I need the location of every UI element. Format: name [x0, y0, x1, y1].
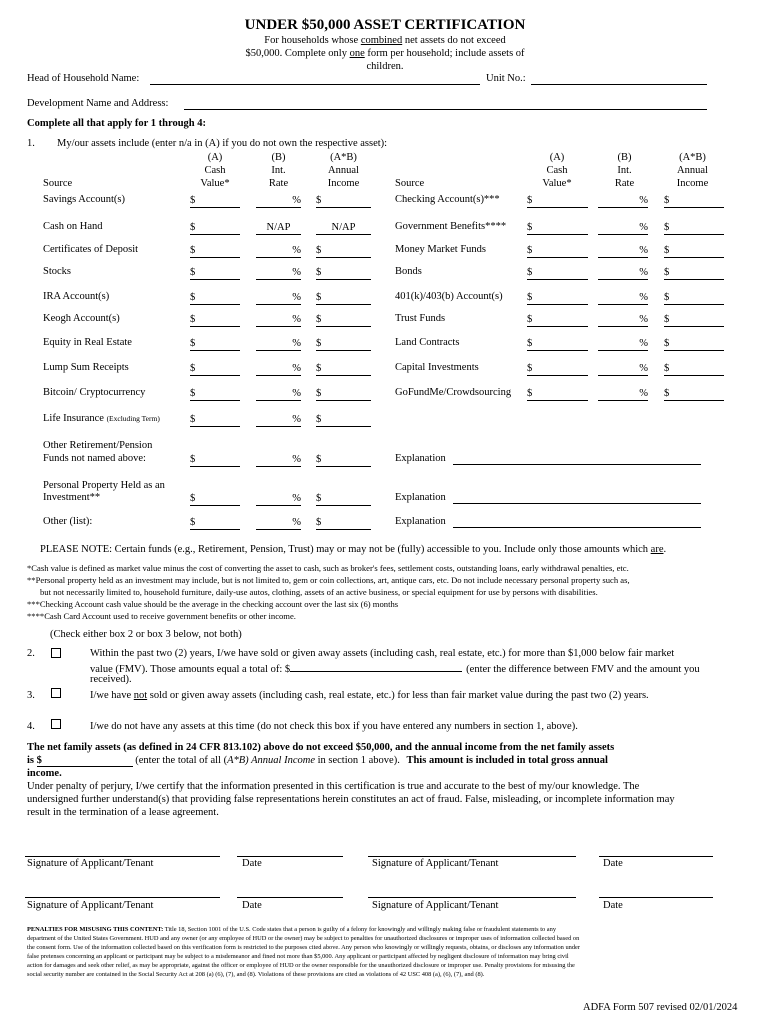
signature-label-4: Signature of Applicant/Tenant [372, 900, 499, 911]
left-row-1-income-field[interactable]: N/AP [316, 221, 371, 235]
subtitle-line3: children. [366, 61, 404, 72]
signature-line-1[interactable] [25, 856, 220, 857]
penalties-line4: false pretenses concerning an applicant or participant may be subject to a misdemeanor and fined not more than $5,000. Any applicant or participant affected by negligent disclosure of information may bring civil [27, 953, 569, 960]
left-row-7-rate-field[interactable]: % [256, 362, 301, 376]
life-insurance-label [43, 413, 160, 424]
left-row-3-income-field[interactable]: $ [316, 266, 371, 280]
section3-not: not [133, 690, 148, 701]
please-note-end: . [663, 544, 667, 555]
subtitle-pre: For households whose [264, 35, 361, 46]
right-row-4-cash-field[interactable]: $ [527, 291, 588, 305]
col-ab-l1: (A*B) [330, 152, 357, 163]
right-col-b-header [602, 151, 647, 190]
net-assets-dollar: $ [36, 755, 42, 766]
left-row-4-income-field[interactable]: $ [316, 291, 371, 305]
r-col-b-l3: Rate [614, 178, 635, 189]
personal-property-income-field[interactable]: $ [316, 492, 371, 506]
explanation-field-1[interactable] [453, 464, 701, 465]
right-row-4-income-field[interactable]: $ [664, 291, 724, 305]
life-insurance-text: Life Insurance [43, 413, 104, 424]
perjury-line2: undersigned further understand(s) that providing false representations herein constitutes an act of fraud. False, misleading, or incomplete information may [27, 794, 675, 805]
section4-checkbox[interactable] [51, 719, 61, 729]
date-line-2[interactable] [599, 856, 713, 857]
net-assets-mid-pre: (enter the total of all ( [135, 755, 228, 766]
personal-property-rate-field[interactable]: % [256, 492, 301, 506]
section2-line2 [90, 661, 700, 675]
right-row-2-cash-field[interactable]: $ [527, 244, 588, 258]
other-list-rate-field[interactable]: % [256, 516, 301, 530]
r-col-a-l1: (A) [549, 152, 565, 163]
left-row-label-8: Bitcoin/ Cryptocurrency [43, 387, 146, 398]
left-row-0-rate-field[interactable]: % [256, 194, 301, 208]
unit-no-label: Unit No.: [486, 73, 526, 84]
left-row-label-2: Certificates of Deposit [43, 244, 139, 255]
r-col-ab-l2: Annual [677, 165, 708, 176]
left-row-0-income-field[interactable]: $ [316, 194, 371, 208]
subtitle-line2-pre: $50,000. Complete only [245, 48, 350, 59]
right-row-0-rate-field[interactable]: % [598, 194, 648, 208]
section3-text [90, 690, 649, 701]
right-row-label-4: 401(k)/403(b) Account(s) [395, 291, 503, 302]
explanation-field-2[interactable] [453, 503, 701, 504]
right-row-5-rate-field[interactable]: % [598, 313, 648, 327]
net-assets-is: is [27, 755, 35, 766]
right-row-6-cash-field[interactable]: $ [527, 337, 588, 351]
right-row-2-income-field[interactable]: $ [664, 244, 724, 258]
right-row-3-rate-field[interactable]: % [598, 266, 648, 280]
right-row-4-rate-field[interactable]: % [598, 291, 648, 305]
penalties-text-0: Title 18, Section 1001 of the U.S. Code states that a person is guilty of a felony for knowingly and willingly making false or fraudulent statements to any [163, 926, 557, 933]
subtitle-combined: combined [360, 35, 403, 46]
net-assets-mid-italic: A*B) Annual Income [227, 755, 315, 766]
left-row-6-cash-field[interactable]: $ [190, 337, 240, 351]
left-row-1-rate-field[interactable]: N/AP [256, 221, 301, 235]
left-row-label-7: Lump Sum Receipts [43, 362, 129, 373]
signature-line-4[interactable] [368, 897, 576, 898]
left-row-4-cash-field[interactable]: $ [190, 291, 240, 305]
col-a-l1: (A) [207, 152, 223, 163]
footnote-2: **Personal property held as an investment may include, but is not limited to, gem or coin collections, art, antique cars, etc. Do not include necessary personal property such as, [27, 575, 630, 585]
right-row-label-1: Government Benefits**** [395, 221, 507, 232]
subtitle-one: one [349, 48, 365, 59]
left-row-3-rate-field[interactable]: % [256, 266, 301, 280]
left-row-7-income-field[interactable]: $ [316, 362, 371, 376]
development-label: Development Name and Address: [27, 98, 169, 109]
left-row-label-6: Equity in Real Estate [43, 337, 132, 348]
penalties-line5: action for damages and seek other relief, as may be appropriate, against the officer or employee of HUD or the owner responsible for the unauthorized disclosure or improper use. Penalty provisions for misusing the [27, 962, 575, 969]
signature-label-2: Signature of Applicant/Tenant [372, 858, 499, 869]
r-col-b-l2: Int. [617, 165, 632, 176]
signature-line-2[interactable] [368, 856, 576, 857]
explanation-field-3[interactable] [453, 527, 701, 528]
col-ab-l3: Income [327, 178, 360, 189]
left-row-3-cash-field[interactable]: $ [190, 266, 240, 280]
right-col-ab-header [665, 151, 720, 190]
other-list-label: Other (list): [43, 516, 93, 527]
right-row-8-cash-field[interactable]: $ [527, 387, 588, 401]
net-assets-amount-field[interactable] [37, 755, 133, 767]
section1-text: My/our assets include (enter n/a in (A) if you do not own the respective asset): [57, 138, 388, 149]
left-row-2-cash-field[interactable]: $ [190, 244, 240, 258]
col-a-l2: Cash [204, 165, 226, 176]
section2-checkbox[interactable] [51, 648, 61, 658]
left-source-label: Source [43, 178, 73, 189]
section3-checkbox[interactable] [51, 688, 61, 698]
page-title: UNDER $50,000 ASSET CERTIFICATION [244, 17, 526, 33]
right-row-label-6: Land Contracts [395, 337, 460, 348]
left-row-label-0: Savings Account(s) [43, 194, 125, 205]
left-row-6-income-field[interactable]: $ [316, 337, 371, 351]
left-row-8-rate-field[interactable]: % [256, 387, 301, 401]
footnote-3: ***Checking Account cash value should be the average in the checking account over the last six (6) months [27, 599, 399, 609]
section2-line3: received). [90, 674, 132, 685]
date-line-1[interactable] [237, 856, 343, 857]
right-row-label-8: GoFundMe/Crowdsourcing [395, 387, 512, 398]
section2-amount-field[interactable] [290, 661, 462, 672]
section2-line2-post: (enter the difference between FMV and the amount you [466, 664, 700, 675]
left-row-5-income-field[interactable]: $ [316, 313, 371, 327]
form-footer: ADFA Form 507 revised 02/01/2024 [583, 1002, 738, 1013]
net-assets-line1: The net family assets (as defined in 24 CFR 813.102) above do not exceed $50,000, and the annual income from the net family assets [27, 742, 615, 753]
other-retirement-label-1: Other Retirement/Pension [43, 440, 153, 451]
left-row-5-rate-field[interactable]: % [256, 313, 301, 327]
right-row-label-2: Money Market Funds [395, 244, 486, 255]
penalties-line3: the consent form. Use of the information collected based on this verification form is restricted to the purposes cited above. Any person who knowingly or willingly requests, obtains, or discloses any information under [27, 944, 581, 951]
section4-number: 4. [27, 721, 35, 732]
left-row-0-cash-field[interactable]: $ [190, 194, 240, 208]
signature-label-1: Signature of Applicant/Tenant [27, 858, 154, 869]
other-retirement-cash-field[interactable]: $ [190, 453, 240, 467]
personal-property-label-2: Investment** [43, 492, 101, 503]
left-row-label-4: IRA Account(s) [43, 291, 110, 302]
right-row-7-rate-field[interactable]: % [598, 362, 648, 376]
instructions: Complete all that apply for 1 through 4: [27, 118, 206, 129]
left-row-4-rate-field[interactable]: % [256, 291, 301, 305]
date-label-2: Date [603, 858, 623, 869]
right-row-0-cash-field[interactable]: $ [527, 194, 588, 208]
life-insurance-note: (Excluding Term) [106, 414, 160, 423]
other-retirement-label-2: Funds not named above: [43, 453, 146, 464]
footnote-4: ****Cash Card Account used to receive government benefits or other income. [27, 611, 296, 621]
r-col-ab-l3: Income [676, 178, 709, 189]
penalties-label: PENALTIES FOR MISUSING THIS CONTENT: [27, 926, 164, 933]
footnote-1: *Cash value is defined as market value minus the cost of converting the asset to cash, such as broker's fees, settlement costs, outstanding loans, early withdrawal penalties, etc. [27, 563, 629, 573]
date-label-1: Date [242, 858, 262, 869]
left-row-label-3: Stocks [43, 266, 72, 277]
right-row-7-income-field[interactable]: $ [664, 362, 724, 376]
development-field[interactable] [184, 109, 707, 110]
penalties-line1 [27, 926, 556, 933]
please-note-text: PLEASE NOTE: Certain funds (e.g., Retirement, Pension, Trust) may or may not be (fully) accessible to you. Include only those amounts which [40, 544, 651, 555]
left-col-b-header [256, 151, 301, 190]
right-row-5-income-field[interactable]: $ [664, 313, 724, 327]
subtitle-line2 [0, 48, 770, 59]
section1-number: 1. [27, 138, 35, 149]
perjury-line1: Under penalty of perjury, I/we certify that the information presented in this certification is true and accurate to the best of my/our knowledge. The [27, 781, 640, 792]
r-col-b-l1: (B) [617, 152, 632, 163]
col-b-l3: Rate [268, 178, 289, 189]
col-ab-l2: Annual [328, 165, 359, 176]
left-row-1-cash-field[interactable]: $ [190, 221, 240, 235]
right-row-5-cash-field[interactable]: $ [527, 313, 588, 327]
right-row-1-cash-field[interactable]: $ [527, 221, 588, 235]
right-row-6-rate-field[interactable]: % [598, 337, 648, 351]
section2-line1: Within the past two (2) years, I/we have sold or given away assets (including cash, real estate, etc.) for more than $1,000 below fair market [90, 648, 675, 659]
left-row-8-cash-field[interactable]: $ [190, 387, 240, 401]
subtitle-mid: net assets do not exceed [402, 35, 506, 46]
col-b-l2: Int. [271, 165, 286, 176]
head-of-household-label: Head of Household Name: [27, 73, 140, 84]
right-row-1-income-field[interactable]: $ [664, 221, 724, 235]
right-row-label-0: Checking Account(s)*** [395, 194, 500, 205]
left-row-2-income-field[interactable]: $ [316, 244, 371, 258]
other-retirement-income-field[interactable]: $ [316, 453, 371, 467]
right-source-label: Source [395, 178, 425, 189]
net-assets-mid-post: in section 1 above). [314, 755, 400, 766]
other-list-income-field[interactable]: $ [316, 516, 371, 530]
unit-no-field[interactable] [531, 84, 707, 85]
subtitle-line2-post: form per household; include assets of [364, 48, 525, 59]
explanation-label-3: Explanation [395, 516, 446, 527]
other-retirement-rate-field[interactable]: % [256, 453, 301, 467]
please-note [40, 544, 666, 555]
left-row-label-1: Cash on Hand [43, 221, 103, 232]
please-note-are: are [650, 544, 664, 555]
section3-post: sold or given away assets (including cash, real estate, etc.) for less than fair market value during the past two (2) years. [147, 690, 649, 701]
date-line-3[interactable] [237, 897, 343, 898]
left-row-label-5: Keogh Account(s) [43, 313, 120, 324]
net-assets-line2 [27, 755, 608, 767]
section2-number: 2. [27, 648, 35, 659]
right-row-label-7: Capital Investments [395, 362, 479, 373]
right-row-3-cash-field[interactable]: $ [527, 266, 588, 280]
section3-pre: I/we have [90, 690, 134, 701]
check-note: (Check either box 2 or box 3 below, not both) [50, 629, 242, 640]
life-insurance-income-field[interactable]: $ [316, 413, 371, 427]
date-label-4: Date [603, 900, 623, 911]
date-line-4[interactable] [599, 897, 713, 898]
col-b-l1: (B) [271, 152, 286, 163]
right-row-7-cash-field[interactable]: $ [527, 362, 588, 376]
left-row-2-rate-field[interactable]: % [256, 244, 301, 258]
left-row-5-cash-field[interactable]: $ [190, 313, 240, 327]
penalties-line2: department of the United States Government. HUD and any owner (or any employee of HUD or the owner) may be subject to penalties for unauthorized disclosures or improper uses of information collected based on [27, 935, 580, 942]
right-row-8-rate-field[interactable]: % [598, 387, 648, 401]
date-label-3: Date [242, 900, 262, 911]
other-list-cash-field[interactable]: $ [190, 516, 240, 530]
subtitle-line1 [0, 35, 770, 46]
right-row-6-income-field[interactable]: $ [664, 337, 724, 351]
footnote-2b: but not necessarily limited to, household furniture, daily-use autos, clothing, assets of an active business, or special equipment for use by persons with disabilities. [40, 587, 598, 597]
r-col-ab-l1: (A*B) [679, 152, 706, 163]
right-row-3-income-field[interactable]: $ [664, 266, 724, 280]
right-row-1-rate-field[interactable]: % [598, 221, 648, 235]
penalties-line6: social security number are contained in the Social Security Act at 208 (a) (6), (7), and (8). Violations of these provisions are cited as violations of 42 USC 408 (a), (6), (7), and (8). [27, 971, 485, 978]
net-assets-line3: income. [27, 768, 62, 779]
net-assets-bold-tail: This amount is included in total gross annual [406, 755, 608, 766]
right-row-label-3: Bonds [395, 266, 422, 277]
section2-line2-pre: value (FMV). Those amounts equal a total of: $ [90, 664, 291, 675]
head-of-household-field[interactable] [150, 84, 480, 85]
r-col-a-l2: Cash [546, 165, 568, 176]
left-col-ab-header [316, 151, 371, 190]
section3-number: 3. [27, 690, 35, 701]
right-row-label-5: Trust Funds [395, 313, 446, 324]
life-insurance-cash-field[interactable]: $ [190, 413, 240, 427]
right-row-8-income-field[interactable]: $ [664, 387, 724, 401]
left-row-7-cash-field[interactable]: $ [190, 362, 240, 376]
col-a-l3: Value* [200, 178, 230, 189]
life-insurance-rate-field[interactable]: % [256, 413, 301, 427]
personal-property-cash-field[interactable]: $ [190, 492, 240, 506]
signature-line-3[interactable] [25, 897, 220, 898]
explanation-label-1: Explanation [395, 453, 446, 464]
left-row-8-income-field[interactable]: $ [316, 387, 371, 401]
right-row-2-rate-field[interactable]: % [598, 244, 648, 258]
right-col-a-header [532, 151, 582, 190]
r-col-a-l3: Value* [542, 178, 572, 189]
right-row-0-income-field[interactable]: $ [664, 194, 724, 208]
left-row-6-rate-field[interactable]: % [256, 337, 301, 351]
personal-property-label-1: Personal Property Held as an [43, 480, 165, 491]
section4-text: I/we do not have any assets at this time (do not check this box if you have entered any numbers in section 1, above). [90, 721, 578, 732]
explanation-label-2: Explanation [395, 492, 446, 503]
left-col-a-header [190, 151, 240, 190]
signature-label-3: Signature of Applicant/Tenant [27, 900, 154, 911]
perjury-line3: result in the termination of a lease agreement. [27, 807, 219, 818]
